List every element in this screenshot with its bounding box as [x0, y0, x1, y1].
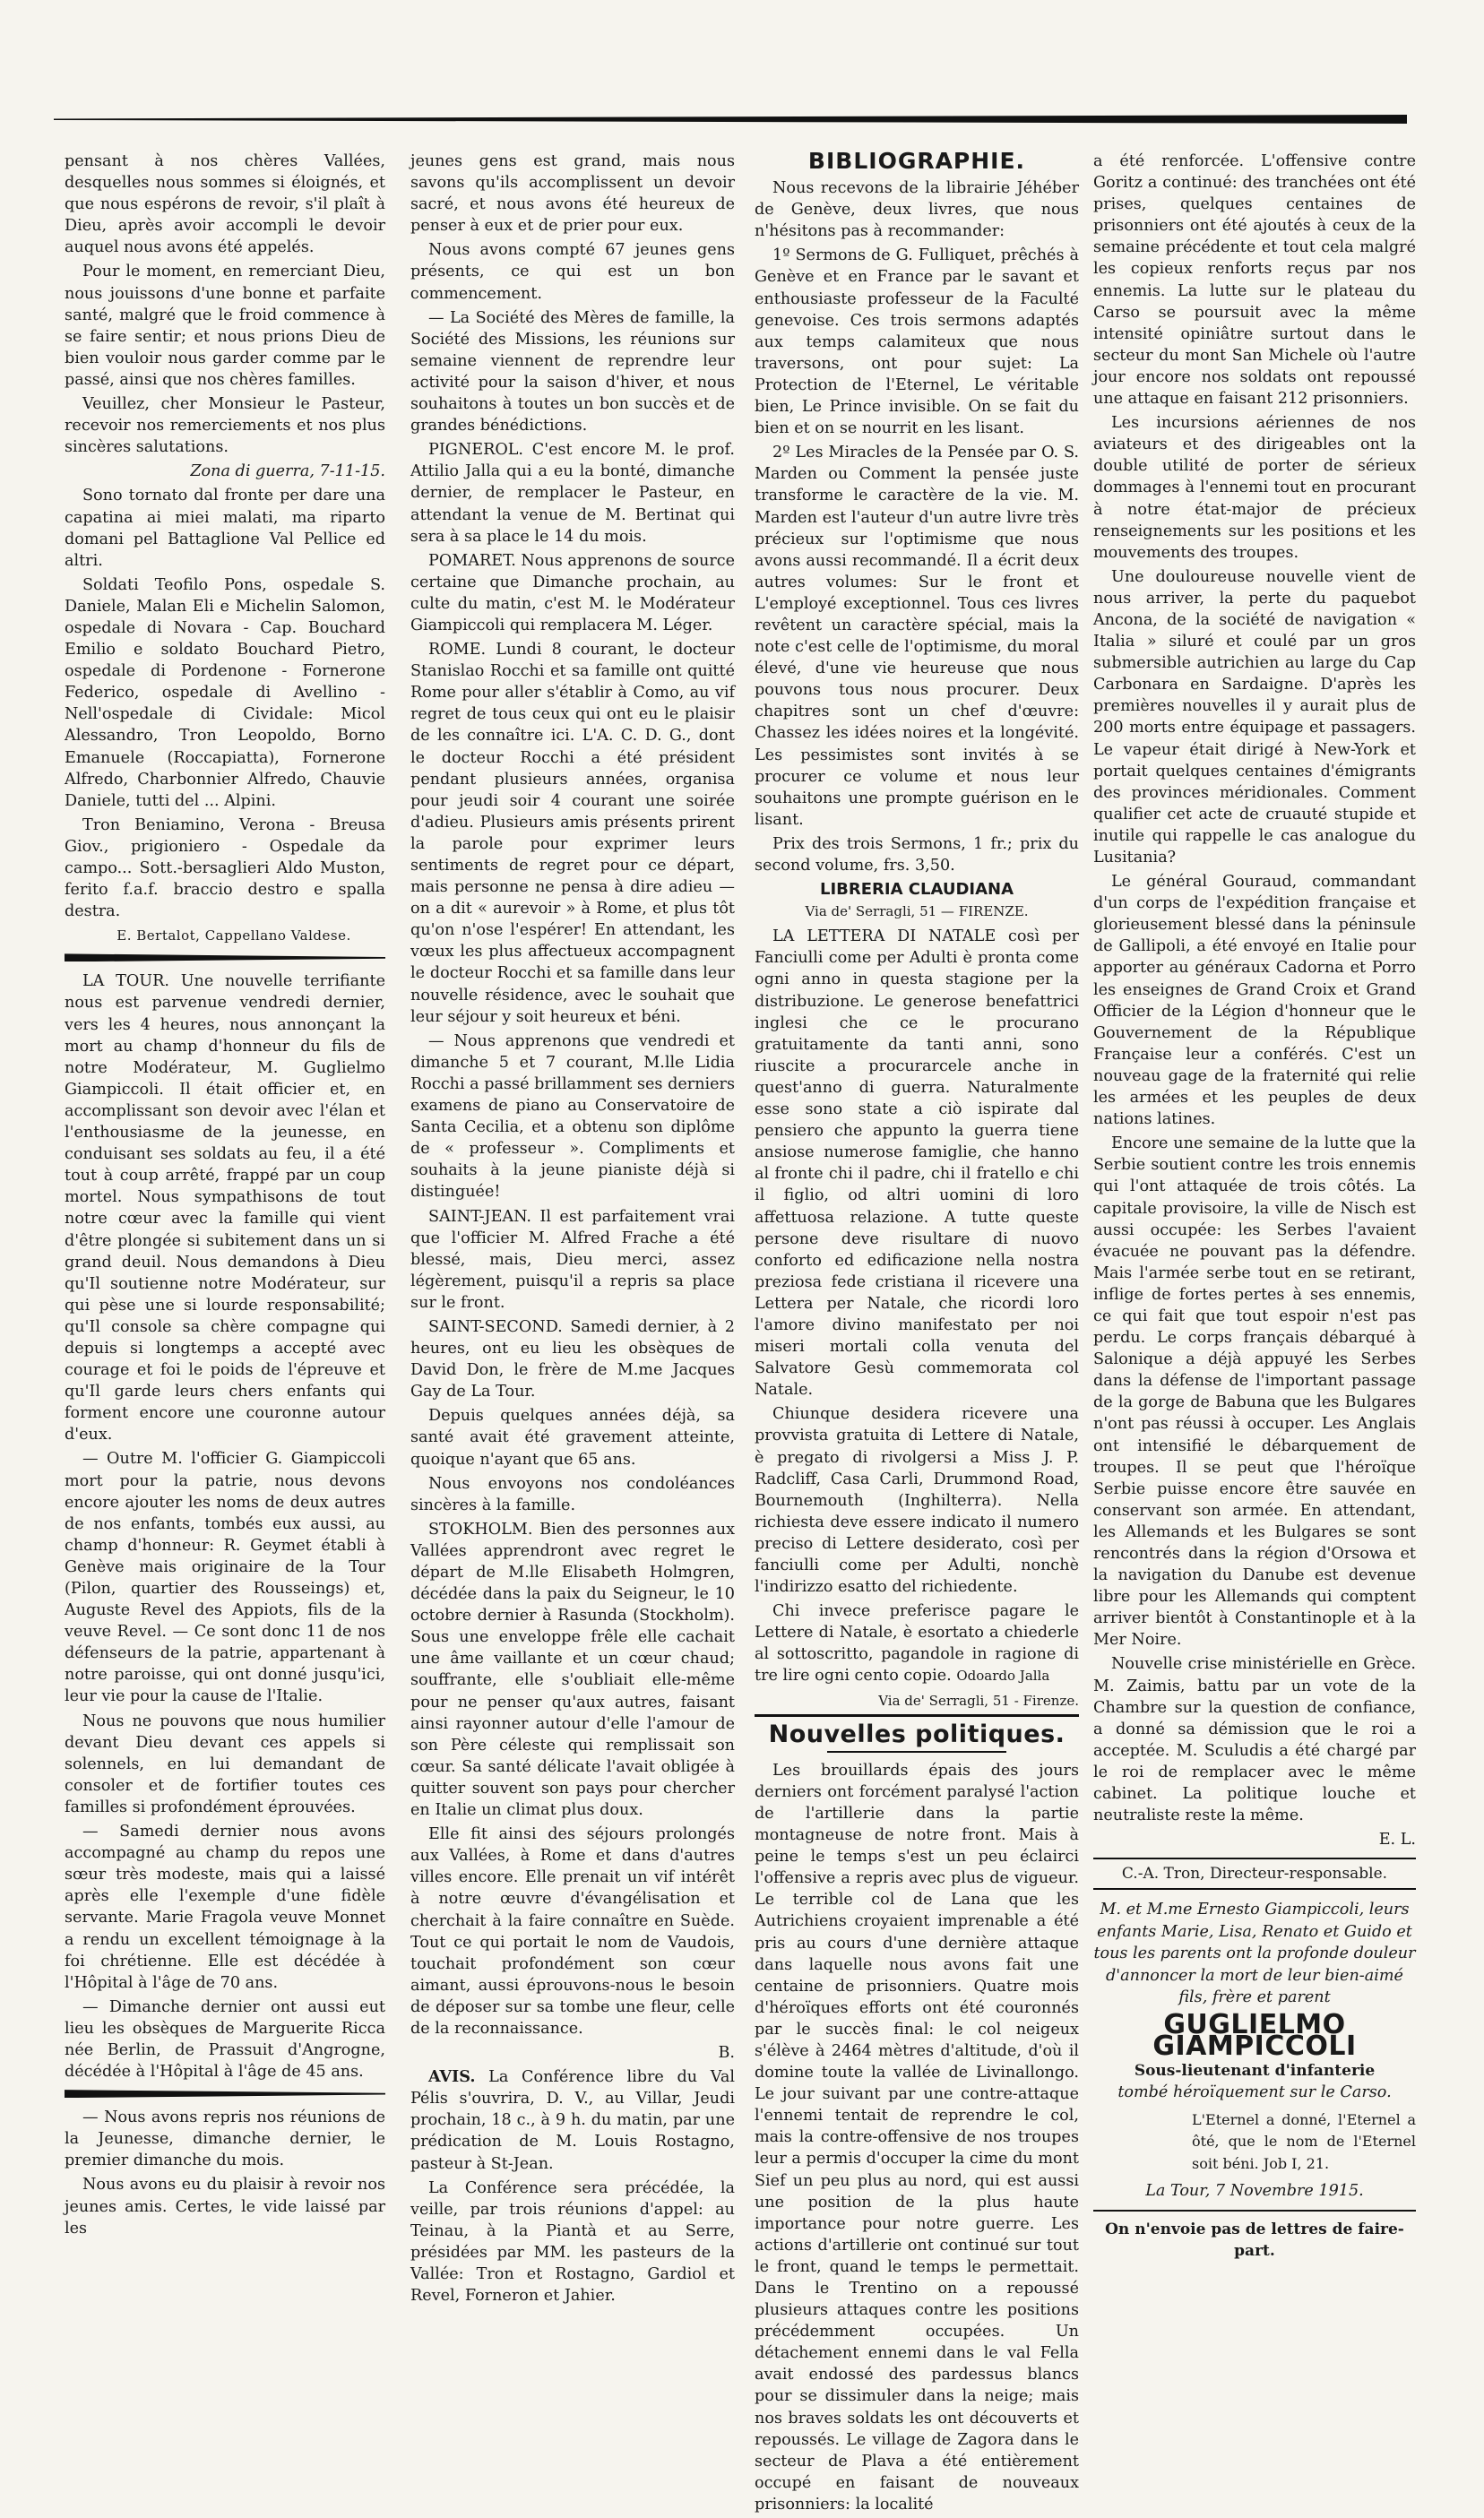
death-notice: [1093, 1899, 1416, 2263]
paragraph: Nous avons eu du plaisir à revoir nos jeunes amis. Certes, le vide laissé par les: [65, 2176, 385, 2238]
section-rule: [65, 2090, 385, 2098]
paragraph: STOKHOLM. Bien des personnes aux Vallées apprendront avec regret le départ de M.lle Elisabeth Holmgren, décédée dans la paix du Seigneur, le 10 octobre dernier à Rasunda (Stockholm). Sous une enveloppe frêle elle cachait une âme vaillante et un cœur chaud; souffrante, elle s'oubliait elle-même pour ne penser qu'aux autres, faisant ainsi rayonner autour d'elle l'amour de son Père céleste qui remplissait son cœur. Sa santé délicate l'avait obligée à quitter souvent son pays pour chercher en Italie un climat plus doux.: [410, 1520, 735, 1820]
paragraph: Nous envoyons nos condoléances sincères à la famille.: [410, 1474, 735, 1514]
paragraph: Encore une semaine de la lutte que la Serbie soutient contre les trois ennemis qui l'ont attaquée de trois côtés. La capitale provisoire, la ville de Nisch est aussi occupée: les Serbes l'avaient évacuée ne pouvant pas la défendre. Mais l'armée serbe tout en se retirant, inflige de fortes pertes à ses ennemis, ce qui fait que tout espoir n'est pas perdu. Le corps français débarqué à Salonique a déjà appuyé les Serbes dans la défense de l'important passage de la gorge de Babuna que les Bulgares n'ont pas réussi à occuper. Les Anglais ont intensifié le débarquement de troupes. Il se peut que l'héroïque Serbie puisse encore être sauvée en conservant son armée. En attendant, les Allemands et les Bulgares se sont rencontrés dans la région d'Orsowa et la navigation du Danube est devenue libre pour les Allemands qui comptent arriver bientôt à Constantinople et à la Mer Noire.: [1093, 1134, 1416, 1650]
paragraph: Les brouillards épais des jours derniers ont forcément paralysé l'action de l'artillerie dans la partie montagneuse de notre front. Mais à peine le temps s'est un peu éclairci l'offensive a repris avec plus de vigueur. Le terrible col de Lana que les Autrichiens croyaient imprenable a été pris au cours d'une dernière attaque dans laquelle nous avons fait une centaine de prisonniers. Quatre mois d'héroïques efforts ont été couronnés par le succès final: le col neigeux s'élève à 2464 mètres d'altitude, d'où il domine toute la vallée de Livinallongo. Le jour suivant par une contre-attaque l'ennemi tentait de reprendre le col, mais la contre-offensive de nos troupes leur a permis d'occuper la cime du mont Sief un peu plus au nord, qui est aussi une position de la plus haute importance pour notre guerre. Les actions d'artillerie ont continué sur tout le front, quand le temps le permettait. Dans le Trentino on a repoussé plusieurs attaques contre les positions précédemment occupées. Un détachement ennemi dans le val Fella avait endossé des pardessus blancs pour se dissimuler dans la neige; mais nos braves soldats les ont découverts et repoussés. Le village de Zagora dans le secteur de Plava a été entièrement occupé en faisant de nouveaux prisonniers: la localité: [755, 1761, 1079, 2514]
section-heading: Nouvelles politiques.: [768, 1720, 1066, 1748]
paragraph: LA LETTERA DI NATALE così per Fanciulli come per Adulti è pronta come ogni anno in questa stagione per la distribuzione. Le generose benefattrici inglesi che ce le procurano gratuitamente da tanti anni, sono riuscite a procurarcele anche in quest'anno di guerra. Naturalmente esse sono state a ciò ispirate dal pensiero che appunto la guerra tiene ansiose numerose famiglie, che hanno al fronte chi il padre, chi il fratello e chi il figlio, od altri uomini di loro affettuosa relazione. A tutte queste persone deve risultare di nuovo conforto ed edificazione nella nostra preziosa fede cristiana il ricevere una Lettera per Natale, che ricordi loro l'amore divino manifestato per noi miseri mortali colla venuta del Salvatore Gesù commemorata col Natale.: [755, 927, 1079, 1400]
paragraph: — Nous apprenons que vendredi et dimanche 5 et 7 courant, M.lle Lidia Rocchi a passé brillamment ses derniers examens de piano au Conservatoire de Santa Cecilia, et a obtenu son diplôme de « professeur ». Compliments et souhaits à la jeune pianiste déjà si distinguée!: [410, 1031, 735, 1202]
paragraph: Nous avons compté 67 jeunes gens présents, ce qui est un bon commencement.: [410, 241, 735, 303]
paragraph: — Samedi dernier nous avons accompagné au champ du repos une sœur très modeste, mais qui a laissé après elle l'exemple d'une fidèle servante. Marie Fragola veuve Monnet a rendu un excellent témoignage à la foi chrétienne. Elle est décédée à l'Hôpital à l'âge de 70 ans.: [65, 1823, 385, 1992]
paragraph: Pour le moment, en remerciant Dieu, nous jouissons d'une bonne et parfaite santé, malgré que le froid commence à se faire sentir; et nous prions Dieu de bien vouloir nous garder comme par le passé, ainsi que nos chères familles.: [65, 263, 385, 389]
paragraph: [410, 2066, 735, 2174]
paragraph: a été renforcée. L'offensive contre Goritz a continué: des tranchées ont été prises, quelques centaines de prisonniers ont été ajoutés à ceux de la semaine précédente et tout cela malgré les copieux renforts reçus par nos ennemis. La lutte sur le plateau du Carso se poursuit avec la même intensité opiniâtre surtout dans le secteur du mont San Michele où l'autre jour encore nos soldats ont repoussé une attaque en faisant 212 prisonniers.: [1093, 152, 1416, 409]
paragraph: Nous ne pouvons que nous humilier devant Dieu devant ces appels si solennels, en lui demandant de consoler et de fortifier toutes ces familles si profondément éprouvées.: [65, 1712, 385, 1816]
paragraph: LA TOUR. Une nouvelle terrifiante nous est parvenue vendredi dernier, vers les 4 heures, nous annonçant la mort au champ d'honneur du fils de notre Modérateur, M. Guglielmo Giampiccoli. Il était officier et, en accomplissant son devoir avec l'élan et l'enthousiasme de la jeunesse, en conduisant ses soldats au feu, il a été tout à coup arrêté, frappé par un coup mortel. Nous sympathisons de tout notre cœur avec la famille qui vient d'être plongée si subitement dans un si grand deuil. Nous demandons à Dieu qu'Il soutienne notre Modérateur, sur qui pèse une si lourde responsabilité; qu'Il console sa chère compagne qui depuis si longtemps a accepté avec courage et foi le poids de l'épreuve et qu'Il garde leurs chers enfants qui forment encore une couronne autour d'eux.: [65, 972, 385, 1444]
paragraph: SAINT-JEAN. Il est parfaitement vrai que l'officier M. Alfred Frache a été blessé, mais, Dieu merci, assez légèrement, puisqu'il a repris sa place sur le front.: [410, 1207, 735, 1312]
section-rule: [65, 953, 385, 961]
bookshop-address: Via de' Serragli, 51 - Firenze.: [878, 1692, 1079, 1709]
deceased-name: GUGLIELMO GIAMPICCOLI: [1152, 2008, 1357, 2063]
paragraph: PIGNEROL. C'est encore M. le prof. Attilio Jalla qui a eu la bonté, dimanche dernier, de remplacer le Pasteur, en attendant la venue de M. Bertinat qui sera à sa place le 14 du mois.: [410, 441, 735, 546]
notice-label: AVIS.: [428, 2067, 476, 2087]
paragraph: SAINT-SECOND. Samedi dernier, à 2 heures, ont eu lieu les obsèques de David Don, le frère de M.me Jacques Gay de La Tour.: [410, 1317, 735, 1401]
paragraph: POMARET. Nous apprenons de source certaine que Dimanche prochain, au culte du matin, c'est M. le Modérateur Giampiccoli qui remplacera M. Léger.: [410, 551, 735, 634]
section-rule: [827, 1751, 1006, 1753]
section-heading: BIBLIOGRAPHIE.: [807, 148, 1026, 174]
top-rule: [54, 115, 1407, 124]
paragraph: Veuillez, cher Monsieur le Pasteur, recevoir nos remerciements et nos plus sincères salutations.: [65, 395, 385, 457]
deceased-circumstance: tombé héroïquement sur le Carso.: [1117, 2083, 1392, 2102]
director-box: [1093, 1858, 1416, 1890]
paragraph: Chiunque desidera ricevere una provvista gratuita di Lettere di Natale, è pregato di rivolgersi a Miss J. P. Radcliff, Casa Carli, Drummond Road, Bournemouth (Inghilterra). Nella richiesta deve essere indicato il numero preciso di Lettere desiderato, così per fanciulli come per Adulti, nonchè l'indirizzo esatto del richiedente.: [755, 1405, 1079, 1597]
paragraph: — Dimanche dernier ont aussi eut lieu les obsèques de Marguerite Ricca née Berlin, de Prassuit d'Angrogne, décédée à l'Hôpital à l'âge de 45 ans.: [65, 1997, 385, 2082]
no-letters-note: On n'envoie pas de lettres de faire-part.: [1105, 2220, 1404, 2261]
paragraph: ROME. Lundi 8 courant, le docteur Stanislao Rocchi et sa famille ont quitté Rome pour aller s'établir à Como, au vif regret de tous ceux qui ont eu le plaisir de les connaître ici. L'A. C. D. G., dont le docteur Rocchi a été président pendant plusieurs années, organisa pour jeudi soir 4 courant une soirée d'adieu. Plusieurs amis présents prirent la parole pour exprimer leurs sentiments de regret pour ce départ, mais personne ne pensa à dire adieu — on a dit « aurevoir » à Rome, et plus tôt qu'on n'ose l'espérer! En attendant, les vœux les plus affectueux accompagnent le docteur Rocchi et sa famille dans leur nouvelle résidence, avec le souhait que leur séjour y soit heureux et béni.: [410, 641, 735, 1026]
paragraph: 2º Les Miracles de la Pensée par O. S. Marden ou Comment la pensée juste transforme le caractère de la vie. M. Marden est l'auteur d'un autre livre très précieux sur l'optimisme que nous avons aussi recommandé. Il a écrit deux autres volumes: Sur le front et L'employé exceptionnel. Tous ces livres revêtent un caractère spécial, mais la note c'est celle de l'optimisme, du moral élevé, d'une vie heureuse que nous pouvons tous nous procurer. Deux chapitres sont un chef d'œuvre: Chassez les idées noires et la longévité. Les pessimistes sont invités à se procurer ce volume et nous leur souhaitons une prompte guérison en le lisant.: [755, 444, 1079, 829]
paragraph: La Conférence sera précédée, la veille, par trois réunions d'appel: au Teinau, à la Piantà et au Serre, présidées par MM. les pasteurs de la Vallée: Tron et Rostagno, Gardiol et Revel, Forneron et Jahier.: [410, 2178, 735, 2306]
paragraph: Tron Beniamino, Verona - Breusa Giov., prigioniero - Ospedale da campo... Sott.-bersaglieri Aldo Muston, ferito f.a.f. braccio destro e spalla destra.: [65, 815, 385, 921]
column-3: [755, 148, 1079, 2518]
paragraph: 1º Sermons de G. Fulliquet, prêchés à Genève et en France par le savant et enthousiaste professeur de la Faculté genevoise. Ces trois sermons adaptés aux temps calamiteux que nous traversons, ont pour sujet: La Protection de l'Eternel, Le véritable bien, Le Prince invisible. On se fait du bien et on se nourrit en les lisant.: [755, 246, 1079, 438]
paragraph: Une douloureuse nouvelle vient de nous arriver, la perte du paquebot Ancona, de la société de navigation « Italia » siluré et coulé par un gros submersible autrichien au large du Cap Carbonara en Sardaigne. D'après les premières nouvelles il y aurait plus de 200 morts entre équipage et passagers. Le vapeur était dirigé à New-York et portait quelques centaines d'émigrants des provinces méridionales. Comment qualifier cet acte de cruauté stupide et inutile qui rappelle le cas analogue du Lusitania?: [1093, 567, 1416, 867]
notice-date: La Tour, 7 Novembre 1915.: [1145, 2182, 1364, 2201]
section-rule: [755, 1714, 1079, 1717]
paragraph: Soldati Teofilo Pons, ospedale S. Daniele, Malan Eli e Michelin Salomon, ospedale di Novara - Cap. Bouchard Emilio e soldato Bouchard Pietro, ospedale di Pordenone - Fornerone Federico, ospedale di Avellino - Nell'ospedale di Cividale: Micol Alessandro, Tron Leopoldo, Borno Emanuele (Roccapiatta), Fornerone Alfredo, Charbonnier Alfredo, Chauvie Daniele, tutti del ... Alpini.: [65, 575, 385, 810]
paragraph: jeunes gens est grand, mais nous savons qu'ils accomplissent un devoir sacré, et nous avons été heureux de penser à eux et de prier pour eux.: [410, 152, 735, 236]
paragraph: [755, 1600, 1079, 1686]
signature: E. Bertalot, Cappellano Valdese.: [116, 927, 351, 944]
paragraph: — La Société des Mères de famille, la Société des Missions, les réunions sur semaine viennent de reprendre leur activité pour la saison d'hiver, et nous souhaitons à toutes un bon succès et de grandes bénédictions.: [410, 308, 735, 435]
paragraph: — Nous avons repris nos réunions de la Jeunesse, dimanche dernier, le premier dimanche du mois.: [65, 2108, 385, 2170]
scripture-verse: L'Eternel a donné, l'Eternel a ôté, que le nom de l'Eternel soit béni. Job I, 21.: [1192, 2110, 1416, 2172]
death-intro: M. et M.me Ernesto Giampiccoli, leurs enfants Marie, Lisa, Renato et Guido et tous les parents ont la profonde douleur d'annoncer la mort de leur bien-aimé fils, frère et parent: [1093, 1901, 1416, 2007]
column-1: [65, 151, 385, 2242]
bookshop-address: Via de' Serragli, 51 — FIRENZE.: [805, 903, 1029, 920]
paragraph: Nouvelle crise ministérielle en Grèce. M. Zaimis, battu par un vote de la Chambre sur la question de confiance, a donné sa démission que le roi a acceptée. M. Sculudis a été chargé par le roi de remplacer avec le même cabinet. La politique louche et neutraliste reste la même.: [1093, 1655, 1416, 1825]
dateline: Zona di guerra, 7-11-15.: [190, 462, 385, 481]
paragraph: pensant à nos chères Vallées, desquelles nous sommes si éloignés, et que nous espérons de revoir, s'il plaît à Dieu, après avoir accompli le devoir auquel nous avons été appelés.: [65, 152, 385, 257]
paragraph: Depuis quelques années déjà, sa santé avait été gravement atteinte, quoique n'ayant que 65 ans.: [410, 1407, 735, 1469]
paragraph: Prix des trois Sermons, 1 fr.; prix du second volume, frs. 3,50.: [755, 834, 1079, 875]
column-4: [1093, 151, 1416, 2263]
director-line: C.-A. Tron, Directeur-responsable.: [1121, 1865, 1388, 1884]
paragraph: Sono tornato dal fronte per dare una capatina ai miei malati, ma riparto domani pel Battaglione Val Pellice ed altri.: [65, 487, 385, 570]
notice-text: La Conférence libre du Val Pélis s'ouvrira, D. V., au Villar, Jeudi prochain, 18 c., à 9 h. du matin, par une prédication de M. Louis Rostagno, pasteur à St-Jean.: [410, 2068, 735, 2173]
deceased-rank: Sous-lieutenant d'infanterie: [1134, 2061, 1376, 2080]
paragraph: Les incursions aériennes de nos aviateurs et des dirigeables ont la double utilité de porter de sérieux dommages à l'ennemi tout en procurant à notre état-major de précieux renseignements sur les positions et les mouvements des troupes.: [1093, 414, 1416, 562]
paragraph-text: Chi invece preferisce pagare le Lettere di Natale, è esortato a chiederle al sottoscritto, pagandole in ragione di tre lire ogni cento copie.: [755, 1602, 1079, 1686]
signature: Odoardo Jalla: [956, 1668, 1050, 1685]
signature: E. L.: [1378, 1831, 1416, 1850]
paragraph: Elle fit ainsi des séjours prolongés aux Vallées, à Rome et dans d'autres villes encore. Elle prenait un vif intérêt à notre œuvre d'évangélisation et cherchait à la faire connaître en Suède. Tout ce qui portait le nom de Vaudois, touchait profondément son cœur aimant, aussi éprouvons-nous le besoin de déposer sur sa tombe une fleur, celle de la reconnaissance.: [410, 1825, 735, 2038]
bookshop-name: LIBRERIA CLAUDIANA: [819, 880, 1014, 900]
column-2: [410, 151, 735, 2309]
paragraph: Le général Gouraud, commandant d'un corps de l'expédition française et glorieusement blessé dans la péninsule de Gallipoli, a été envoyé en Italie pour apporter au généraux Cadorna et Porro les enseignes de Grand Croix et Grand Officier de la Légion d'honneur que le Gouvernement de la République Française leur a conférés. C'est un nouveau gage de la fraternité qui relie les armées et les peuples de deux nations latines.: [1093, 873, 1416, 1129]
signature: B.: [718, 2044, 735, 2063]
paragraph: Nous recevons de la librairie Jéhéber de Genève, deux livres, que nous n'hésitons pas à recommander:: [755, 179, 1079, 241]
paragraph: — Outre M. l'officier G. Giampiccoli mort pour la patrie, nous devons encore ajouter les noms de deux autres de nos enfants, tombés eux aussi, au champ d'honneur: R. Geymet établi à Genève mais originaire de la Tour (Pilon, quartier des Rousseings) et, Auguste Revel des Appiots, fils de la veuve Revel. — Ce sont donc 11 de nos défenseurs de la patrie, appartenant à notre paroisse, qui ont donné jusqu'ici, leur vie pour la cause de l'Italie.: [65, 1450, 385, 1706]
section-rule: [1093, 2210, 1416, 2212]
